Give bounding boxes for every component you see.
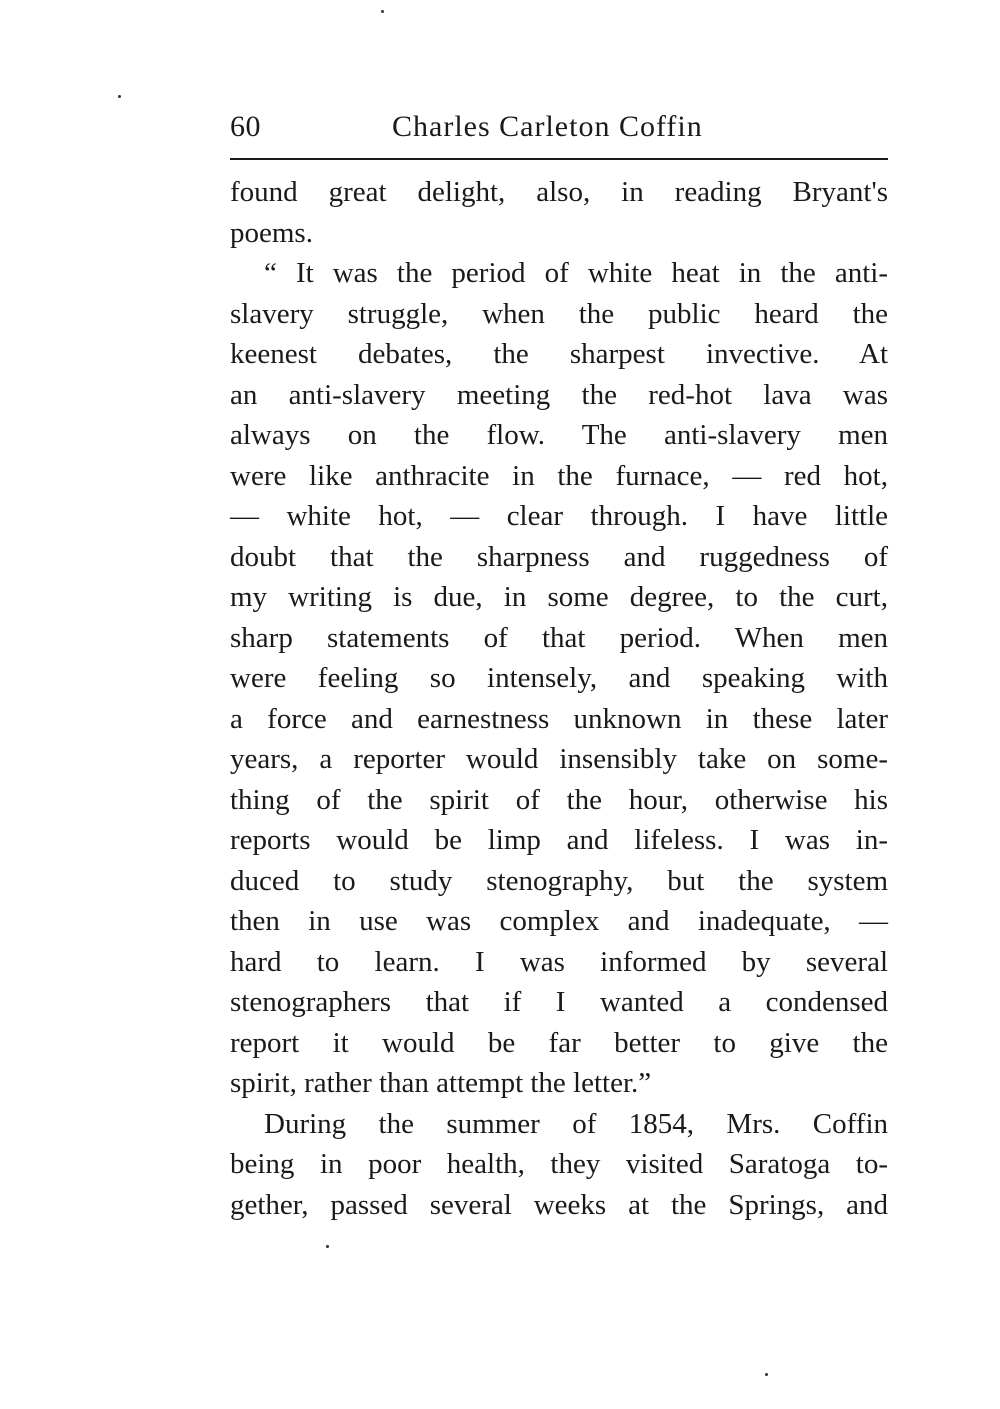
text-line: a force and earnestness unknown in these later: [230, 702, 888, 735]
text-line: thing of the spirit of the hour, otherwise his: [230, 783, 888, 816]
print-speck: [765, 1373, 768, 1376]
text-line: spirit, rather than attempt the letter.”: [230, 1067, 652, 1099]
body-text: [230, 172, 888, 1225]
text-line: an anti-slavery meeting the red-hot lava was: [230, 378, 888, 411]
text-line: my writing is due, in some degree, to the curt,: [230, 581, 888, 613]
print-speck: [381, 10, 384, 13]
print-speck: [326, 1245, 329, 1248]
print-speck: [118, 95, 121, 98]
text-line: doubt that the sharpness and ruggedness of: [230, 540, 888, 573]
text-line: — white hot, — clear through. I have little: [230, 500, 888, 532]
running-head: Charles Carleton Coffin: [392, 110, 703, 143]
page-header: [230, 104, 888, 150]
text-line: sharp statements of that period. When men: [230, 621, 888, 654]
text-line: gether, passed several weeks at the Springs, and: [230, 1188, 888, 1221]
text-line: During the summer of 1854, Mrs. Coffin: [264, 1107, 888, 1140]
text-line: keenest debates, the sharpest invective. At: [230, 338, 888, 370]
text-line: were feeling so intensely, and speaking with: [230, 662, 888, 694]
page-number: 60: [230, 110, 261, 143]
text-line: hard to learn. I was informed by several: [230, 945, 888, 978]
text-line: found great delight, also, in reading Bryant's: [230, 176, 888, 208]
text-line: reports would be limp and lifeless. I was in-: [230, 824, 888, 856]
text-line: years, a reporter would insensibly take on some-: [230, 743, 888, 775]
text-line: stenographers that if I wanted a condensed: [230, 986, 888, 1018]
text-line: slavery struggle, when the public heard the: [230, 297, 888, 330]
text-line: being in poor health, they visited Saratoga to-: [230, 1148, 888, 1180]
text-line: were like anthracite in the furnace, — red hot,: [230, 459, 888, 492]
header-rule: [230, 158, 888, 160]
text-line: then in use was complex and inadequate, —: [230, 905, 888, 937]
text-line: report it would be far better to give the: [230, 1026, 888, 1059]
text-line: “ It was the period of white heat in the anti-: [264, 257, 888, 289]
text-line: duced to study stenography, but the system: [230, 864, 888, 897]
text-line: always on the flow. The anti-slavery men: [230, 419, 888, 451]
text-line: poems.: [230, 216, 313, 249]
